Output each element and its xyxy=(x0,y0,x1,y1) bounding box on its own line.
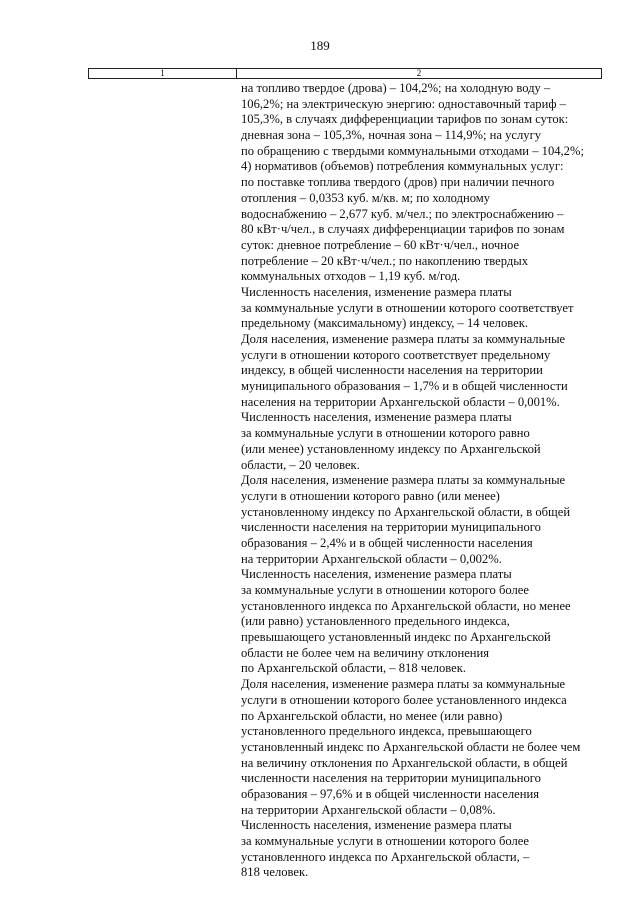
text-line: предельному (максимальному) индексу, – 14 человек. xyxy=(241,316,528,331)
text-line: установленного индекса по Архангельской области, – xyxy=(241,849,530,864)
text-line: потребление – 20 кВт·ч/чел.; по накоплению твердых xyxy=(241,253,529,268)
text-line: Доля населения, изменение размера платы за коммунальные xyxy=(241,677,566,692)
text-line: по поставке топлива твердого (дров) при наличии печного xyxy=(241,175,555,190)
text-line: по Архангельской области, – 818 человек. xyxy=(241,661,467,676)
text-line: услуги в отношении которого более установленного индекса xyxy=(241,692,567,707)
text-line: 80 кВт·ч/чел., в случаях дифференциации тарифов по зонам xyxy=(241,222,565,237)
table-header-col-2: 2 xyxy=(416,68,422,78)
text-line: на топливо твердое (дрова) – 104,2%; на холодную воду – xyxy=(241,81,551,95)
text-line: 4) нормативов (объемов) потребления коммунальных услуг: xyxy=(241,159,564,174)
text-line: коммунальных отходов – 1,19 куб. м/год. xyxy=(241,269,461,284)
text-line: (или равно) установленного предельного индекса, xyxy=(241,614,510,629)
table-cell-text xyxy=(241,81,606,881)
table-header-col-1: 1 xyxy=(89,69,237,78)
text-line: Численность населения, изменение размера платы xyxy=(241,567,512,582)
text-line: на территории Архангельской области – 0,08%. xyxy=(241,802,496,817)
table-header xyxy=(88,68,602,79)
text-line: на величину отклонения по Архангельской области, в общей xyxy=(241,755,568,770)
text-line: водоснабжению – 2,677 куб. м/чел.; по электроснабжению – xyxy=(241,206,564,221)
text-line: на территории Архангельской области – 0,002%. xyxy=(241,551,502,566)
text-line: услуги в отношении которого соответствует предельному xyxy=(241,347,551,362)
text-line: суток: дневное потребление – 60 кВт·ч/чел., ночное xyxy=(241,237,520,252)
text-line: установленный индекс по Архангельской области не более чем xyxy=(241,739,581,754)
text-line: Доля населения, изменение размера платы за коммунальные xyxy=(241,473,566,488)
text-line: области, – 20 человек. xyxy=(241,457,360,472)
text-line: отопления – 0,0353 куб. м/кв. м; по холодному xyxy=(241,190,491,205)
text-line: услуги в отношении которого равно (или менее) xyxy=(241,488,500,503)
text-line: дневная зона – 105,3%, ночная зона – 114,9%; на услугу xyxy=(241,128,542,143)
text-line: за коммунальные услуги в отношении которого соответствует xyxy=(241,300,574,315)
text-line: (или менее) установленному индексу по Архангельской xyxy=(241,441,541,456)
text-line: образования – 97,6% и в общей численности населения xyxy=(241,786,539,801)
text-line: Численность населения, изменение размера платы xyxy=(241,410,512,425)
text-line: области не более чем на величину отклонения xyxy=(241,645,490,660)
text-line: по обращению с твердыми коммунальными отходами – 104,2%; xyxy=(241,143,584,158)
text-line: за коммунальные услуги в отношении которого более xyxy=(241,583,529,597)
text-line: 818 человек. xyxy=(241,865,309,880)
text-line: по Архангельской области, но менее (или равно) xyxy=(241,708,503,723)
text-line: за коммунальные услуги в отношении которого равно xyxy=(241,426,530,441)
text-line: численности населения на территории муниципального xyxy=(241,771,541,786)
text-line: образования – 2,4% и в общей численности населения xyxy=(241,535,533,550)
text-line: 106,2%; на электрическую энергию: одноставочный тариф – xyxy=(241,96,566,111)
text-line: Доля населения, изменение размера платы за коммунальные xyxy=(241,332,566,346)
text-line: установленному индексу по Архангельской области, в общей xyxy=(241,504,571,519)
text-line: муниципального образования – 1,7% и в общей численности xyxy=(241,379,568,394)
text-line: Численность населения, изменение размера платы xyxy=(241,284,512,299)
page-number: 189 xyxy=(310,38,330,53)
text-line: 105,3%, в случаях дифференциации тарифов по зонам суток: xyxy=(241,112,569,127)
text-line: превышающего установленный индекс по Архангельской xyxy=(241,630,551,645)
text-line: населения на территории Архангельской области – 0,001%. xyxy=(241,394,560,409)
text-line: Численность населения, изменение размера платы xyxy=(241,818,512,833)
text-line: установленного предельного индекса, превышающего xyxy=(241,724,532,739)
text-line: установленного индекса по Архангельской области, но менее xyxy=(241,598,571,613)
text-line: индексу, в общей численности населения на территории xyxy=(241,363,543,378)
text-line: за коммунальные услуги в отношении которого более xyxy=(241,834,529,848)
text-line: численности населения на территории муниципального xyxy=(241,520,541,535)
